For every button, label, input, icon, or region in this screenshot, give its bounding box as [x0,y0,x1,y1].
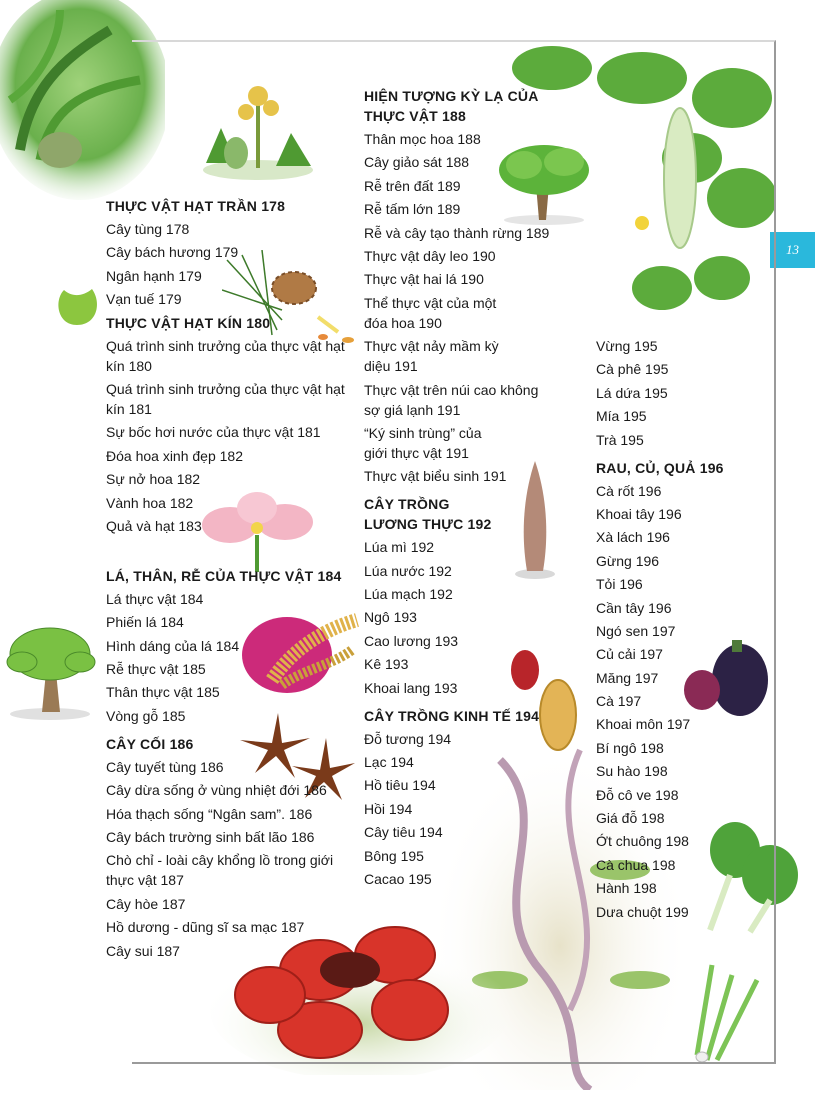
toc-entry: Kê 193 [364,656,409,673]
toc-entry: Cao lương 193 [364,632,459,649]
toc-entry: Khoai môn 197 [596,716,691,733]
toc-entry: Lúa mạch 192 [364,586,453,603]
section-title: THỰC VẬT HẠT TRẦN 178 [106,198,286,214]
toc-entry: Cacao 195 [364,870,432,887]
toc-entry: Ớt chuông 198 [596,833,689,850]
toc-entry: Thực vật dây leo 190 [364,247,496,264]
toc-entry: Cần tây 196 [596,599,672,616]
toc-entry: Đóa hoa xinh đẹp 182 [106,447,243,464]
toc-entry: Ngô 193 [364,609,417,626]
section-title: HIỆN TƯỢNG KỲ LẠ CỦA THỰC VẬT 188 [364,88,539,124]
toc-entry: Chò chỉ - loài cây khổng lồ trong giới thực vật 187 [106,852,334,889]
toc-entry: Cây giảo sát 188 [364,154,470,171]
toc-section [364,706,594,889]
toc-entry: Cà rốt 196 [596,482,662,499]
toc-entry: Thực vật hai lá 190 [364,271,484,288]
page-number-tab [770,232,815,268]
toc-section [106,734,351,961]
toc-section [364,86,594,486]
toc-section [596,458,746,922]
toc-entry: Phiến lá 184 [106,614,184,631]
toc-entry: Củ cải 197 [596,646,663,663]
section-title: CÂY TRỒNG LƯƠNG THỰC 192 [364,496,492,533]
toc-entry: Rễ thực vật 185 [106,661,206,678]
toc-column-2 [364,86,594,897]
toc-entry: Mía 195 [596,408,647,425]
toc-entry: Cà phê 195 [596,361,669,378]
toc-entry: Cây bách hương 179 [106,244,239,261]
toc-entry: Lúa mì 192 [364,539,435,556]
toc-entry: Cây tuyết tùng 186 [106,758,224,775]
toc-entry: Lá dứa 195 [596,384,668,401]
toc-entry: Dưa chuột 199 [596,903,689,920]
toc-entry: Ngân hạnh 179 [106,267,202,284]
toc-entry: Hồ dương - dũng sĩ sa mạc 187 [106,919,305,936]
section-title: LÁ, THÂN, RỄ CỦA THỰC VẬT 184 [106,567,342,584]
toc-entry: Cây dừa sống ở vùng nhiệt đới 186 [106,782,327,799]
toc-entry: Vừng 195 [596,338,658,354]
toc-entry: Thân mọc hoa 188 [364,131,481,147]
toc-entry: Vành hoa 182 [106,494,194,511]
toc-entry: Ngó sen 197 [596,622,676,639]
toc-entry: Tỏi 196 [596,576,643,593]
toc-entry: Lá thực vật 184 [106,590,204,607]
toc-entry: Lạc 194 [364,754,414,771]
toc-entry: Bông 195 [364,847,424,864]
toc-entry: Trà 195 [596,431,644,448]
toc-entry: Giá đỗ 198 [596,810,665,827]
toc-entry: Hành 198 [596,880,657,897]
toc-entry: Rễ và cây tạo thành rừng 189 [364,224,550,241]
toc-entry: Vòng gỗ 185 [106,707,186,724]
page-number: 13 [786,242,799,257]
toc-entry: Cây hòe 187 [106,895,186,912]
toc-entry: Quá trình sinh trưởng của thực vật hạt kín 180 [106,337,345,374]
toc-entry: Thực vật biểu sinh 191 [364,468,507,485]
section-title: CÂY CỐI 186 [106,735,194,752]
toc-entry: Thân thực vật 185 [106,684,220,701]
toc-entry: Đỗ cô ve 198 [596,786,679,803]
tree-illustration [2,622,100,722]
toc-entry: Hình dáng của lá 184 [106,637,240,654]
toc-entry: Sự bốc hơi nước của thực vật 181 [106,424,321,441]
toc-entry: Vạn tuế 179 [106,291,182,308]
toc-section [364,494,594,697]
toc-section [106,313,351,536]
toc-entry: Quá trình sinh trưởng của thực vật hạt kín 181 [106,380,345,417]
toc-entry: Su hào 198 [596,763,668,780]
section-title: CÂY TRỒNG KINH TẾ 194 [364,707,540,724]
toc-entry: Hồi 194 [364,800,413,817]
toc-entry: Hồ tiêu 194 [364,777,436,794]
toc-entry: Thực vật trên núi cao không sợ giá lạnh 191 [364,381,539,418]
section-title: RAU, CỦ, QUẢ 196 [596,459,724,476]
toc-entry: Sự nở hoa 182 [106,471,201,488]
toc-entry: Rễ trên đất 189 [364,177,461,194]
toc-entry: Hóa thạch sống “Ngân sam”. 186 [106,805,313,822]
toc-entry: Cây tùng 178 [106,221,190,237]
toc-entry: Cây sui 187 [106,942,180,959]
toc-entry: Quả và hạt 183 [106,517,202,534]
toc-entry: Rễ tấm lớn 189 [364,201,461,218]
toc-entry: Đỗ tương 194 [364,730,452,747]
toc-entry: Lúa nước 192 [364,562,452,579]
toc-entry: Xà lách 196 [596,529,670,546]
toc-entry: Khoai lang 193 [364,679,458,696]
toc-section [596,336,746,450]
toc-entry: Cà 197 [596,693,642,710]
toc-entry: Khoai tây 196 [596,505,682,522]
toc-section [106,566,351,726]
ginkgo-leaf-illustration [52,285,102,343]
toc-entry: Thể thực vật của một đóa hoa 190 [364,294,497,331]
toc-entry: Cây bách trường sinh bất lão 186 [106,829,315,846]
toc-entry: Thực vật nảy mầm kỳ diệu 191 [364,338,499,375]
toc-entry: Măng 197 [596,669,659,686]
toc-entry: “Ký sinh trùng” của giới thực vật 191 [364,424,482,461]
toc-entry: Cây tiêu 194 [364,824,443,841]
toc-entry: Cà chua 198 [596,856,676,873]
toc-entry: Gừng 196 [596,552,660,569]
toc-column-1 [106,196,351,969]
section-title: THỰC VẬT HẠT KÍN 180 [106,314,271,331]
toc-section [106,196,351,309]
toc-entry: Bí ngô 198 [596,739,664,756]
toc-column-3 [596,336,746,930]
